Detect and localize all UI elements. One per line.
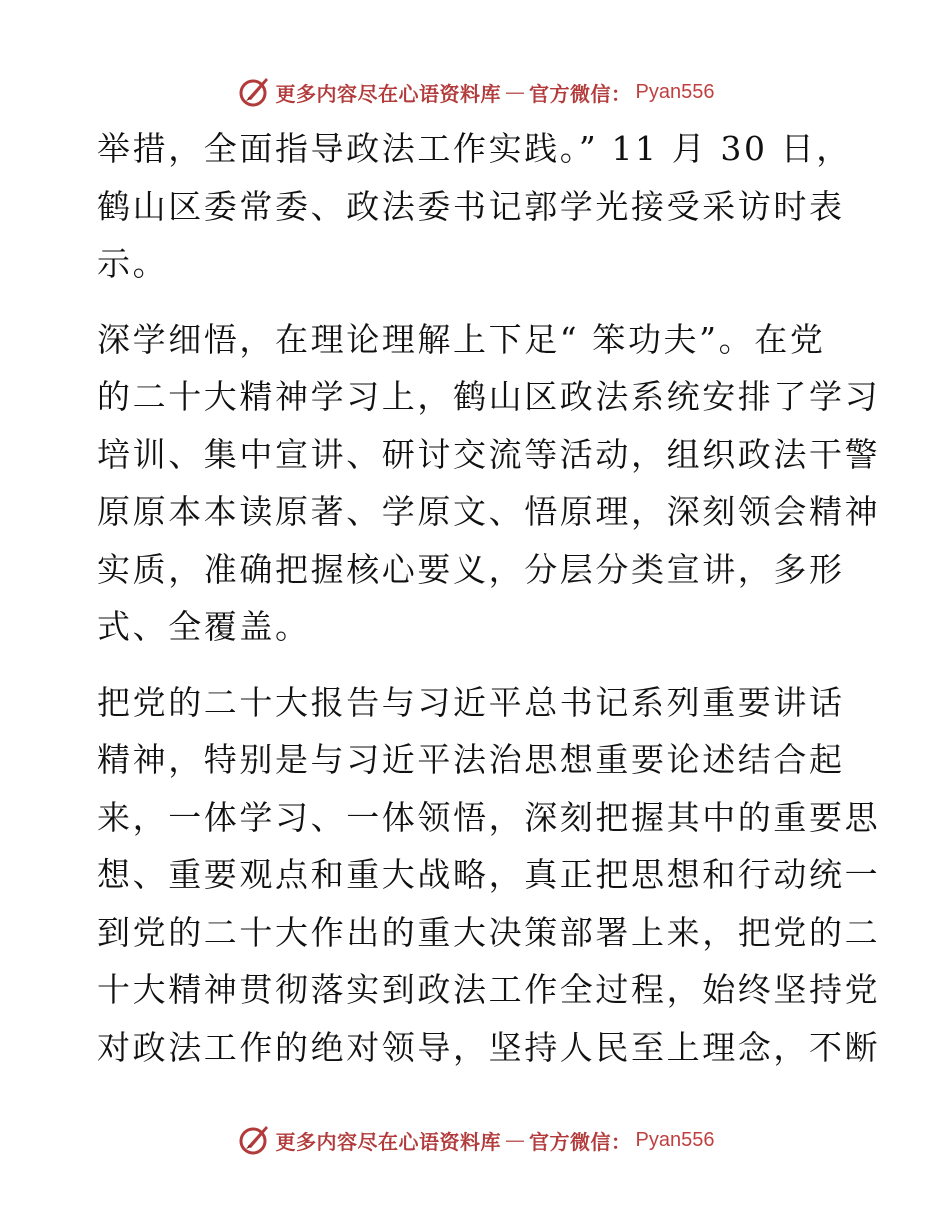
watermark-text: 更多内容尽在心语资料库 bbox=[275, 1129, 502, 1154]
text-line: 来，一体学习、一体领悟，深刻把握其中的重要思 bbox=[97, 797, 881, 837]
text-line: 举措，全面指导政法工作实践。” 11 月 30 日， bbox=[97, 129, 852, 168]
document-body bbox=[97, 120, 881, 1094]
text-line: 深学细悟，在理论理解上下足“ 笨功夫”。在党 bbox=[97, 319, 826, 359]
footer-watermark bbox=[0, 1120, 950, 1160]
text-line: 鹤山区委常委、政法委书记郭学光接受采访时表 bbox=[97, 186, 845, 226]
paragraph-1 bbox=[97, 120, 857, 293]
text-line: 示。 bbox=[97, 244, 169, 283]
watermark-id: Pyan556 bbox=[635, 1128, 715, 1151]
watermark-text: 更多内容尽在心语资料库 bbox=[275, 81, 502, 106]
text-line: 把党的二十大报告与习近平总书记系列重要讲话 bbox=[97, 682, 845, 722]
text-line: 十大精神贯彻落实到政法工作全过程，始终坚持党 bbox=[97, 970, 881, 1009]
header-watermark bbox=[0, 72, 950, 112]
text-line: 精神，特别是与习近平法治思想重要论述结合起 bbox=[97, 740, 845, 779]
text-line: 实质，准确把握核心要义，分层分类宣讲，多形 bbox=[97, 549, 845, 589]
watermark-label: 官方微信： bbox=[529, 1129, 632, 1154]
quill-logo-icon bbox=[236, 1122, 272, 1158]
text-line: 到党的二十大作出的重大决策部署上来，把党的二 bbox=[97, 912, 881, 952]
paragraph-2 bbox=[97, 311, 881, 656]
watermark-label: 官方微信： bbox=[529, 81, 632, 106]
text-line: 想、重要观点和重大战略，真正把思想和行动统一 bbox=[97, 855, 881, 894]
watermark-id: Pyan556 bbox=[635, 80, 715, 103]
paragraph-3 bbox=[97, 674, 881, 1077]
text-line: 原原本本读原著、学原文、悟原理，深刻领会精神 bbox=[97, 492, 881, 531]
text-line: 的二十大精神学习上，鹤山区政法系统安排了学习 bbox=[97, 377, 881, 416]
text-line: 对政法工作的绝对领导，坚持人民至上理念，不断 bbox=[97, 1027, 881, 1067]
watermark-dash: — bbox=[505, 80, 526, 104]
text-line: 式、全覆盖。 bbox=[97, 607, 311, 646]
text-line: 培训、集中宣讲、研讨交流等活动，组织政法干警 bbox=[97, 434, 881, 474]
quill-logo-icon bbox=[236, 74, 272, 110]
watermark-dash: — bbox=[505, 1128, 526, 1152]
